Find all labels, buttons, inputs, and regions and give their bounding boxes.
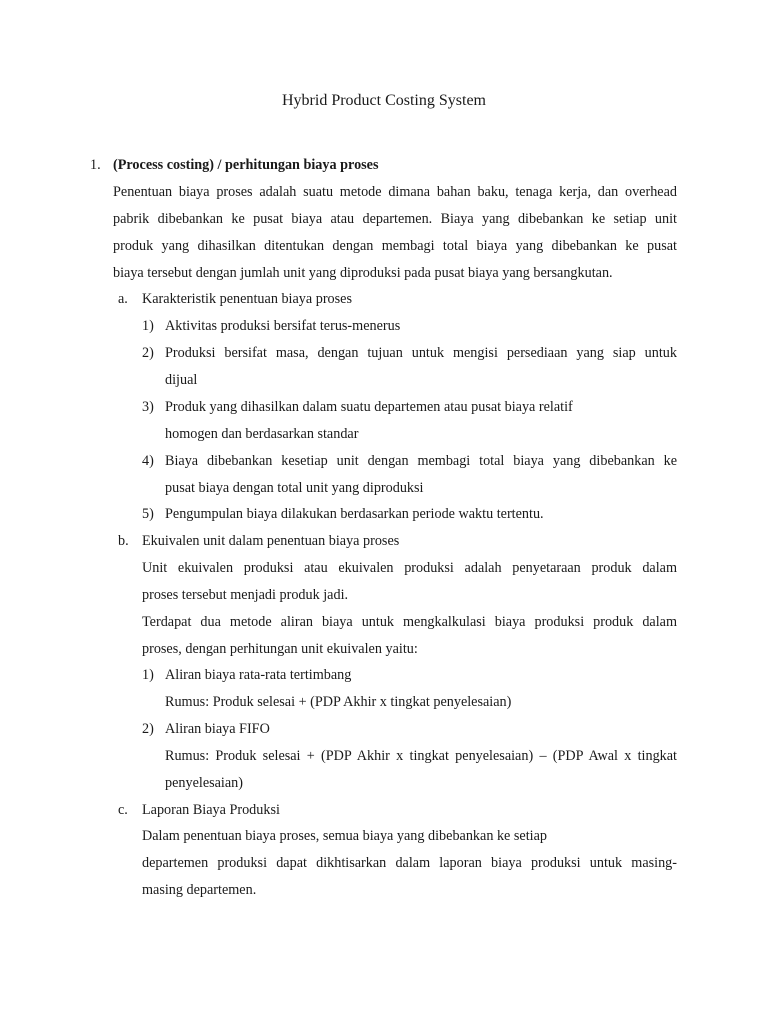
subsection-a-marker: a.	[118, 291, 128, 307]
list-item: Aktivitas produksi bersifat terus-menerus	[165, 318, 401, 334]
paragraph-line: Dalam penentuan biaya proses, semua biaya yang dibebankan ke setiap	[142, 828, 547, 844]
subsection-c-heading: Laporan Biaya Produksi	[142, 802, 280, 818]
method-formula-continuation: penyelesaian)	[165, 775, 243, 791]
method-marker: 2)	[142, 721, 154, 737]
method-name: Aliran biaya rata-rata tertimbang	[165, 667, 352, 683]
list-item: Produksi bersifat masa, dengan tujuan untuk mengisi persediaan yang siap untuk	[165, 345, 677, 361]
paragraph-line: Unit ekuivalen produksi atau ekuivalen produksi adalah penyetaraan produk dalam	[142, 560, 677, 576]
list-item-continuation: homogen dan berdasarkan standar	[165, 426, 359, 442]
list-item: Pengumpulan biaya dilakukan berdasarkan periode waktu tertentu.	[165, 506, 544, 522]
paragraph-line: proses, dengan perhitungan unit ekuivalen yaitu:	[142, 641, 418, 657]
list-item: Biaya dibebankan kesetiap unit dengan membagi total biaya yang dibebankan ke	[165, 453, 677, 469]
subsection-a-heading: Karakteristik penentuan biaya proses	[142, 291, 352, 307]
paragraph-line: proses tersebut menjadi produk jadi.	[142, 587, 349, 603]
method-formula: Rumus: Produk selesai + (PDP Akhir x tingkat penyelesaian) – (PDP Awal x tingkat	[165, 748, 677, 764]
list-item-continuation: dijual	[165, 372, 198, 388]
intro-line: Penentuan biaya proses adalah suatu metode dimana bahan baku, tenaga kerja, dan overhead	[113, 184, 677, 200]
list-item-marker: 5)	[142, 506, 154, 522]
section-heading: (Process costing) / perhitungan biaya proses	[113, 157, 379, 173]
subsection-c-marker: c.	[118, 802, 128, 818]
list-item-marker: 4)	[142, 453, 154, 469]
list-item-marker: 1)	[142, 318, 154, 334]
method-marker: 1)	[142, 667, 154, 683]
list-item-marker: 2)	[142, 345, 154, 361]
list-item: Produk yang dihasilkan dalam suatu departemen atau pusat biaya relatif	[165, 399, 573, 415]
subsection-b-marker: b.	[118, 533, 129, 549]
intro-line: pabrik dibebankan ke pusat biaya atau departemen. Biaya yang dibebankan ke setiap unit	[113, 211, 677, 227]
paragraph-line: departemen produksi dapat dikhtisarkan dalam laporan biaya produksi untuk masing-	[142, 855, 677, 871]
section-number: 1.	[90, 157, 101, 173]
document-title: Hybrid Product Costing System	[281, 92, 486, 109]
list-item-continuation: pusat biaya dengan total unit yang diproduksi	[165, 480, 424, 496]
paragraph-line: Terdapat dua metode aliran biaya untuk mengkalkulasi biaya produksi produk dalam	[142, 614, 677, 630]
paragraph-line: masing departemen.	[142, 882, 257, 898]
method-name: Aliran biaya FIFO	[165, 721, 270, 737]
intro-line: produk yang dihasilkan ditentukan dengan membagi total biaya yang dibebankan ke pusat	[113, 238, 677, 254]
subsection-b-heading: Ekuivalen unit dalam penentuan biaya proses	[142, 533, 400, 549]
method-formula: Rumus: Produk selesai + (PDP Akhir x tingkat penyelesaian)	[165, 694, 512, 710]
intro-line: biaya tersebut dengan jumlah unit yang diproduksi pada pusat biaya yang bersangkutan.	[113, 265, 613, 281]
list-item-marker: 3)	[142, 399, 154, 415]
